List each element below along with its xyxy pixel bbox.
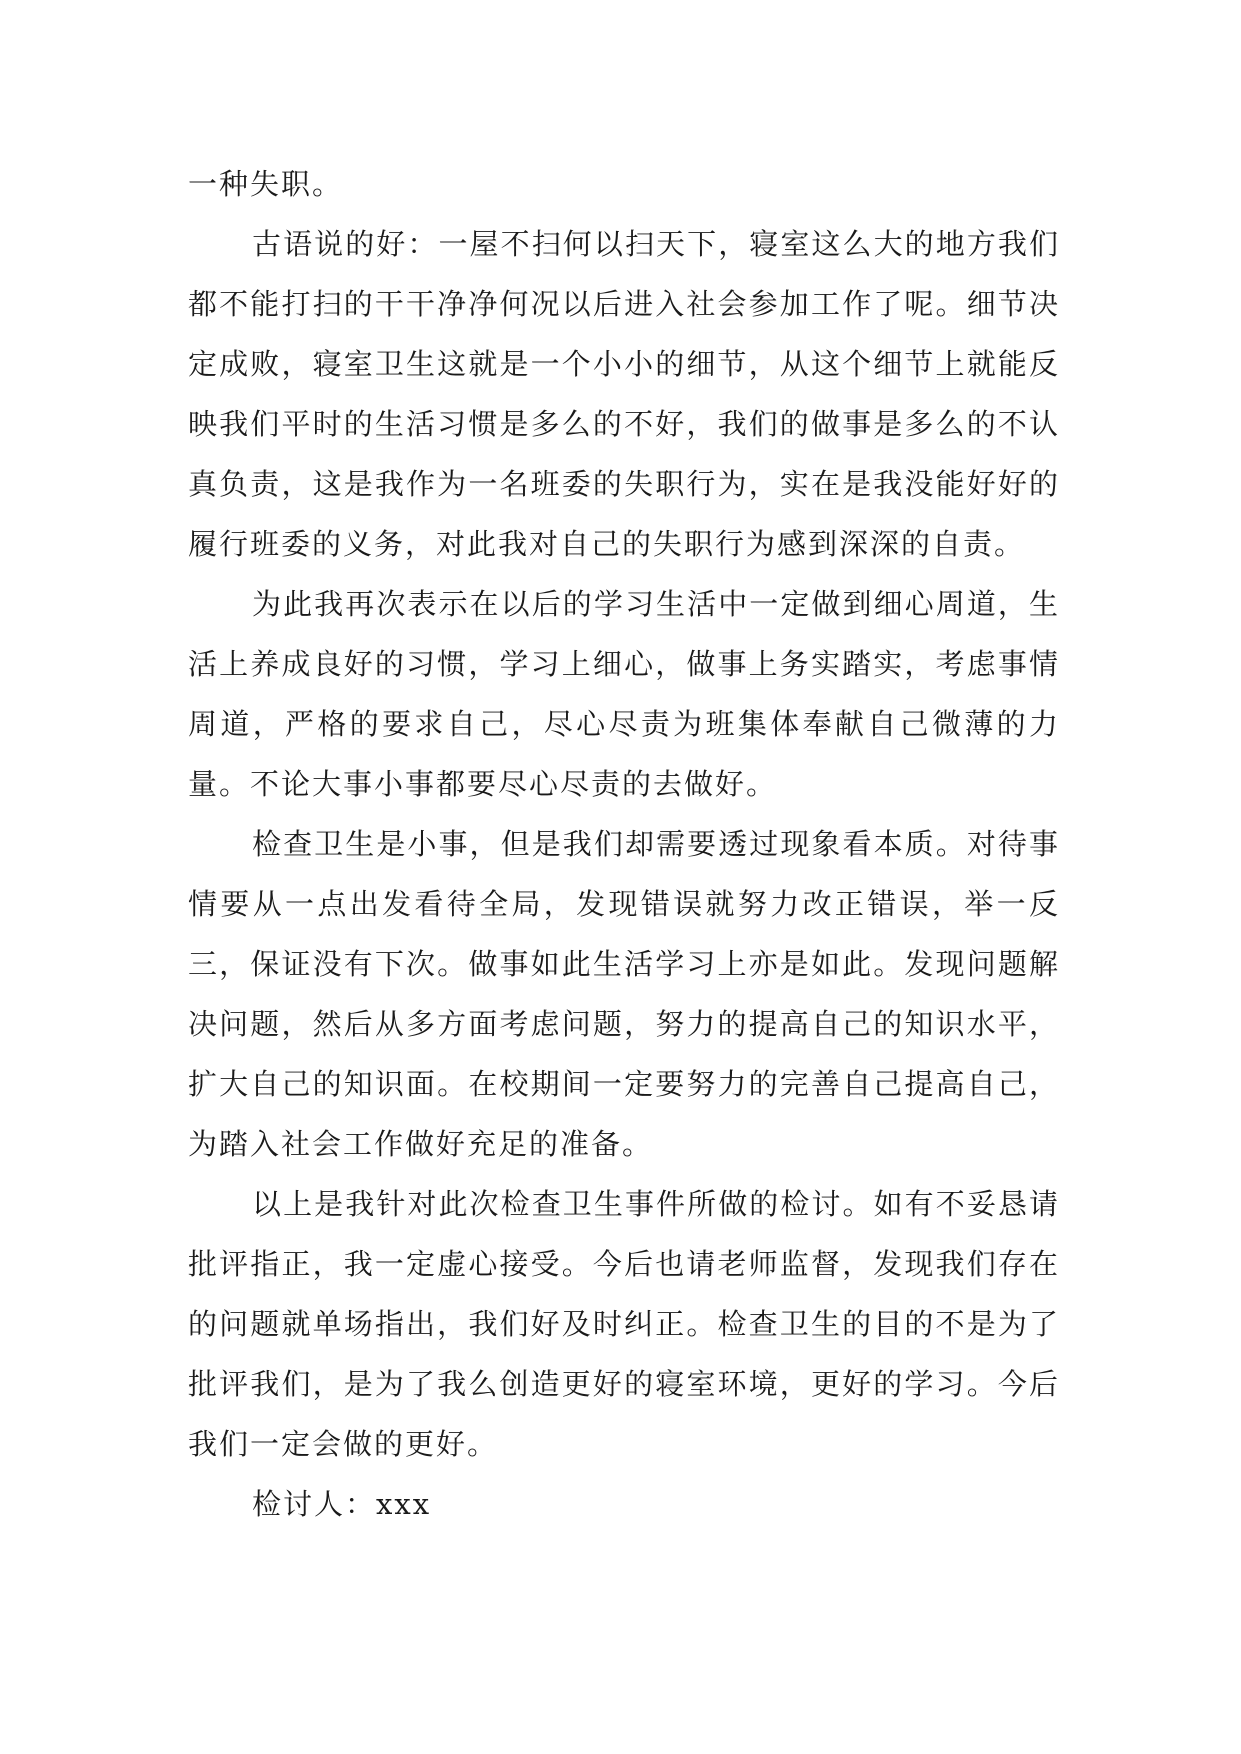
paragraph-commitment: 为此我再次表示在以后的学习生活中一定做到细心周道，生活上养成良好的习惯，学习上细心，做事上务实踏实，考虑事情周道，严格的要求自己，尽心尽责为班集体奉献自己微薄的力量。不论大事小事都要尽心尽责的去做好。	[188, 587, 1060, 801]
paragraph-continuation: 一种失职。	[188, 167, 344, 201]
signature-line: 检讨人：xxx	[252, 1487, 432, 1521]
paragraph-reflection: 检查卫生是小事，但是我们却需要透过现象看本质。对待事情要从一点出发看待全局，发现错误就努力改正错误，举一反三，保证没有下次。做事如此生活学习上亦是如此。发现问题解决问题，然后从多方面考虑问题，努力的提高自己的知识水平，扩大自己的知识面。在校期间一定要努力的完善自己提高自己，为踏入社会工作做好充足的准备。	[188, 827, 1060, 1161]
paragraph-conclusion: 以上是我针对此次检查卫生事件所做的检讨。如有不妥恳请批评指正，我一定虚心接受。今后也请老师监督，发现我们存在的问题就单场指出，我们好及时纠正。检查卫生的目的不是为了批评我们，是为了我么创造更好的寝室环境，更好的学习。今后我们一定会做的更好。	[188, 1187, 1060, 1461]
paragraph-proverb: 古语说的好：一屋不扫何以扫天下，寝室这么大的地方我们都不能打扫的干干净净何况以后进入社会参加工作了呢。细节决定成败，寝室卫生这就是一个小小的细节，从这个细节上就能反映我们平时的生活习惯是多么的不好，我们的做事是多么的不认真负责，这是我作为一名班委的失职行为，实在是我没能好好的履行班委的义务，对此我对自己的失职行为感到深深的自责。	[188, 227, 1060, 561]
document-body	[188, 154, 1060, 1534]
